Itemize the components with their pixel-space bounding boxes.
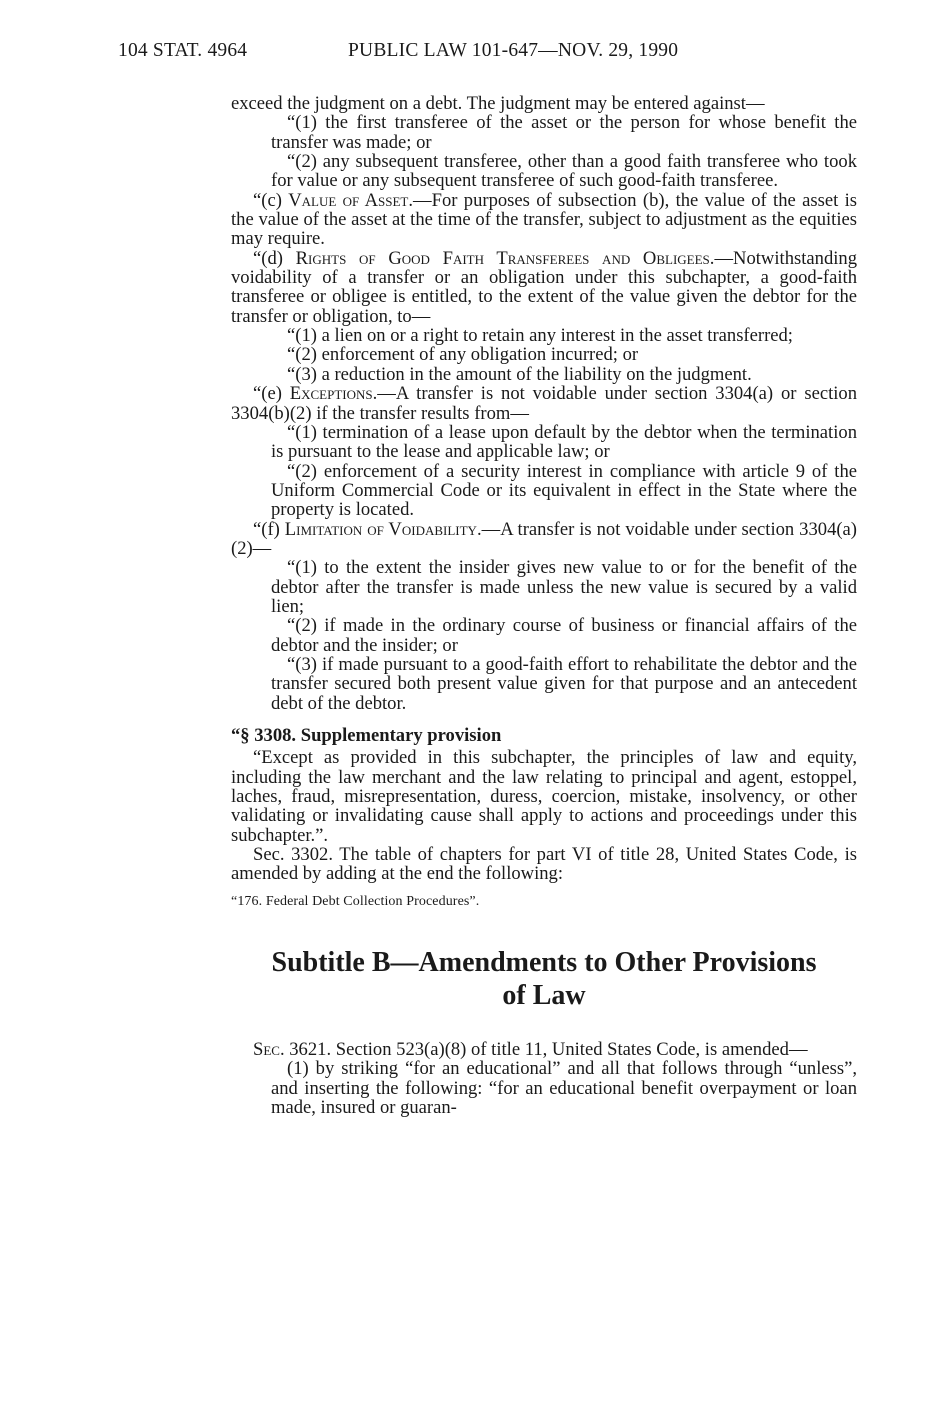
subsection-c-prefix: “(c): [253, 189, 289, 211]
subsection-d-prefix: “(d): [253, 247, 296, 269]
paragraph-f3: “(3) if made pursuant to a good-faith effort to rehabilitate the debtor and the transfer secured both present value given for that purpose and an antecedent debt of the debtor.: [271, 653, 857, 714]
paragraph-f2: “(2) if made in the ordinary course of business or financial affairs of the debtor and the insider; or: [271, 615, 857, 656]
table-of-chapters-entry: “176. Federal Debt Collection Procedures”.: [231, 893, 480, 909]
stat-page-number: 104 STAT. 4964: [118, 40, 248, 61]
subsection-f-heading: Limitation of Voidability: [284, 518, 477, 540]
section-3308-text: “Except as provided in this subchapter, the principles of law and equity, including the law merchant and the law relating to principal and agent, estoppel, laches, fraud, misrepresentation, duress, coercion, mistake, insolvency, or other validating or invalidating cause shall apply to actions and proceedings under this subchapter.”.: [231, 747, 857, 846]
subsection-c-heading: Value of Asset: [288, 189, 409, 211]
section-3621-text: [231, 1040, 857, 1059]
paragraph-d1: “(1) a lien on or a right to retain any interest in the asset transferred;: [287, 325, 793, 347]
section-3308-heading: “§ 3308. Supplementary provision: [231, 725, 502, 746]
subsection-e-prefix: “(e): [253, 383, 290, 405]
section-3302-text: Sec. 3302. The table of chapters for part VI of title 28, United States Code, is amended by adding at the end the following:: [231, 844, 857, 885]
section-3621-label: Sec.: [253, 1039, 285, 1061]
subtitle-line-1: Subtitle B—Amendments to Other Provisions: [271, 947, 817, 979]
paragraph-e2: “(2) enforcement of a security interest in compliance with article 9 of the Uniform Commercial Code or its equivalent in effect in the State where the property is located.: [271, 460, 857, 521]
subsection-d-heading: Rights of Good Faith Transferees and Obligees: [295, 247, 710, 269]
subsection-f-text: .—A transfer is not voidable under section 3304(a)(2)—: [231, 518, 857, 559]
subsection-e-text: .—A transfer is not voidable under section 3304(a) or section 3304(b)(2) if the transfer results from—: [231, 383, 857, 424]
paragraph-b1: “(1) the first transferee of the asset or the person for whose benefit the transfer was made; or: [271, 112, 857, 153]
paragraph-f1: “(1) to the extent the insider gives new value to or for the benefit of the debtor after the transfer is made unless the new value is secured by a valid lien;: [271, 557, 857, 617]
subsection-f: [231, 520, 857, 559]
subsection-d: [231, 249, 857, 326]
section-3621-body: 3621. Section 523(a)(8) of title 11, United States Code, is amended—: [284, 1039, 808, 1061]
paragraph-e1: “(1) termination of a lease upon default by the debtor when the termination is pursuant to the lease and applicable law; or: [271, 421, 857, 463]
subtitle-heading: [231, 946, 857, 1012]
subsection-c: [231, 191, 857, 249]
paragraph-3621-1: (1) by striking “for an educational” and all that follows through “unless”, and inserting the following: “for an educational benefit overpayment or loan made, insured or guaran-: [271, 1058, 857, 1119]
paragraph-d3: “(3) a reduction in the amount of the liability on the judgment.: [287, 363, 752, 385]
subsection-e-heading: Exceptions: [289, 383, 373, 405]
paragraph-d2: “(2) enforcement of any obligation incurred; or: [287, 344, 639, 366]
subsection-e: [231, 384, 857, 423]
running-head: [118, 40, 858, 70]
public-law-citation: PUBLIC LAW 101-647—NOV. 29, 1990: [348, 40, 679, 61]
body-text: [231, 94, 857, 1117]
subsection-d-text: .—Notwithstanding voidability of a transfer or an obligation under this subchapter, a good-faith transferee or obligee is entitled, to the extent of the value given the debtor for the transfer or obligation, to—: [231, 247, 857, 327]
subtitle-line-2: of Law: [502, 980, 586, 1012]
opening-paragraph: exceed the judgment on a debt. The judgment may be entered against—: [231, 93, 765, 114]
subsection-c-text: .—For purposes of subsection (b), the value of the asset is the value of the asset at the time of the transfer, subject to adjustment as the equities may require.: [231, 189, 857, 250]
paragraph-b2: “(2) any subsequent transferee, other than a good faith transferee who took for value or any subsequent transferee of such good-faith transferee.: [271, 151, 857, 192]
subsection-f-prefix: “(f): [253, 518, 285, 540]
